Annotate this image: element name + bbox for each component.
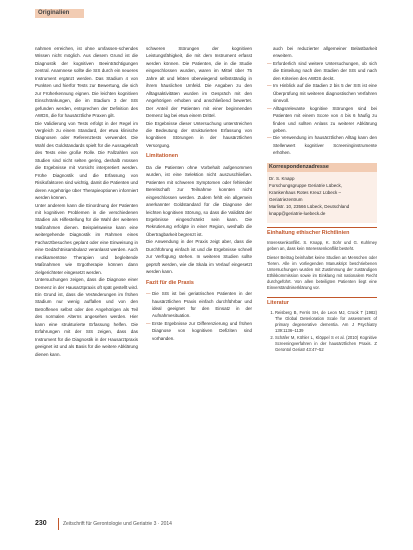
divider — [267, 297, 377, 298]
references-heading: Literatur — [267, 300, 289, 307]
correspondence-line: Marlistr. 10, 23566 Lübeck, Deutschland — [269, 203, 350, 209]
correspondence-line: Forschungsgruppe Geriatrie Lübeck, — [269, 182, 343, 188]
conflict-statement: Interessenkonflikt. S. Knapp, K. Sohr und G. Kuhlmey geben an, dass kein Interessenkonflikt besteht. — [267, 240, 377, 252]
body-paragraph: Untersuchungen zeigen, dass die Diagnose einer Demenz in der Hausarztpraxis oft spät gestellt wird. Ein Grund ist, dass die Veränderungen im frühen Stadium nur wenig auffallen und von den Betroffenen selbst oder den Angehörigen als Teil des normalen Alterns angesehen werden. Hier kann eine strukturierte Erfassung helfen. Die Erfahrungen mit der SIS zeigen, dass das Instrument für die Diagnostik in der Hausarztpraxis geeignet ist und als Basis für die weitere Abklärung dienen kann. — [35, 277, 138, 357]
list-item: — Erste Ergebnisse zur Differenzierung und frühen Diagnose von kognitiven Defiziten sind vorhanden. — [146, 320, 252, 342]
body-paragraph: Die Ergebnisse dieser Untersuchung unterstreichen die Bedeutung der strukturierten Erfassung von kognitiven Störungen in der hausärztlichen Versorgung. — [146, 120, 252, 148]
ethics-heading: Einhaltung ethischer Richtlinien — [267, 229, 350, 236]
correspondence-line: Geriatriezentrum — [269, 196, 303, 202]
body-paragraph: Unter anderem kann die Einordnung der Patienten mit kognitiven Problemen in die verschiedenen Stadien als Hilfestellung für die Wahl der weiteren Maßnahmen dienen. Beispielsweise kann eine weitergehende Diagnostik im Rahmen eines Facharztbesuches geplant oder eine Einweisung in eine Gedächtnisambulanz veranlasst werden. Auch medikamentöse Therapien und begleitende Maßnahmen wie Ergotherapie können dann zielgerichteter eingesetzt werden. — [35, 202, 138, 275]
list-item: — Erforderlich sind weitere Untersuchungen, ob sich die Einteilung nach den Stadien der SIS und nach den Kriterien des AWDS deckt. — [267, 60, 377, 82]
reference-item: 2. Schäfer M, Köhler L, Klöppel S et al. (2010) Kognitive Screeningverfahren in der hausärztlichen Praxis. Z Gerontol Geriatr 43:47–52 — [275, 335, 377, 353]
body-paragraph: Die Validierung von Tests erfolgt in der Regel im Vergleich zu einem Standard, der etwa klinische Diagnosen oder Referenztests verwendet. Die Wahl des Goldstandards spielt für die Aussagekraft des Tests eine große Rolle. Die Fallzahlen von Studien sind nicht selten gering, deshalb müssen die Ergebnisse mit Vorsicht interpretiert werden. Frühe Diagnostik und die Erfassung von Risikofaktoren sind wichtig, damit die Patienten und deren Angehörige über Therapieoptionen informiert werden können. — [35, 120, 138, 201]
references — [267, 300, 377, 352]
journal-citation: Zeitschrift für Gerontologie und Geriatrie 3 · 2014 — [63, 521, 172, 527]
correspondence-line: Dr. S. Knapp — [269, 175, 295, 181]
correspondence-body — [267, 172, 377, 223]
list-item: — Die SIS ist bei geriatrischen Patienten in der hausärztlichen Praxis einfach durchführbar und ideal geeignet für den Einsatz in der Aufnahmesituation. — [146, 290, 252, 320]
limitations-heading: Limitationen — [146, 153, 179, 160]
body-paragraph: Die Anwendung in der Praxis zeigt aber, dass die Durchführung einfach ist und die Ergebnisse schnell zur Verfügung stehen. In weiteren Studien sollte geprüft werden, wie die Skala im Verlauf eingesetzt werden kann. — [146, 239, 252, 275]
page-number: 230 — [35, 520, 47, 527]
divider — [267, 227, 377, 228]
ethics-statement: Dieser Beitrag beinhaltet keine Studien an Menschen oder Tieren. Alle im vorliegenden Manuskript beschriebenen Untersuchungen wurden mit Zustimmung der zuständigen Ethikkommission sowie im Einklang mit nationalem Recht durchgeführt. Von allen beteiligten Patienten liegt eine Einverständniserklärung vor. — [267, 255, 377, 291]
column-1 — [35, 45, 138, 358]
correspondence-line: Krankenhaus Rotes Kreuz Lübeck – — [269, 189, 342, 195]
footer-divider — [58, 518, 59, 530]
correspondence-email[interactable]: knapp@geriatrie-luebeck.de — [269, 210, 326, 216]
body-paragraph: nahmen erreichen, ist ohne umfassen-schendes Wissen nicht möglich. Aus diesem Grund ist die Diagnostik der kognitiven Beeinträchtigungen zentral. Anamnese sollte die SIS durch ein neueres Instrument ergänzt werden. Das Stadium 4 von Punkten und hierfür Tests zur Bewertung, die sich zur Früherkennung eignen. Die leichten kognitiven Einschränkungen, die im Stadium 3 der SIS gefunden werden, entsprechen der Definition des AWDS, die für hausärztliche Praxen gilt. — [35, 46, 138, 119]
reference-item: 1. Reisberg B, Ferris SH, de Leon MJ, Crook T (1982) The Global Deterioration Scale for assessment of primary degenerative dementia. Am J Psychiatry 139:1136–1139 — [275, 310, 377, 334]
list-item: — Alltagsrelevante kognitive Störungen sind bei Patienten mit einem Score von 4 bis 6 häufig zu finden und sollten Anlass zu weiterer Abklärung geben. — [267, 105, 377, 135]
correspondence-box — [267, 163, 377, 223]
section-tag: Originalien — [35, 9, 84, 18]
column-3 — [267, 45, 377, 354]
body-paragraph: Da die Patienten ohne Vorbehalt aufgenommen wurden, ist eine Selektion nicht auszuschließen. Patienten mit schweren Symptomen oder fehlender Bereitschaft zur Teilnahme konnten nicht eingeschlossen werden. Zudem fehlt ein allgemein anerkannter Goldstandard für die Diagnose der leichten kognitiven Störung, so dass die Validität der Ergebnisse eingeschränkt sein kann. Die Rekrutierung erfolgte in einer Region, weshalb die Übertragbarkeit begrenzt ist. — [146, 164, 252, 237]
fazit-list — [146, 290, 252, 342]
body-paragraph: schweren Störungen der kognitiven Leistungsfähigkeit, die mit dem Instrument erfasst werden können. Die Patienten, die in die Studie eingeschlossen wurden, waren im Mittel über 75 Jahre alt und lebten überwiegend selbstständig in ihrem häuslichen Umfeld. Die Angaben zu den Alltagsaktivitäten wurden im Gespräch mit den Angehörigen erhoben und anschließend bewertet. Der Anteil der Patienten mit einer beginnenden Demenz lag bei etwa einem Drittel. — [146, 46, 252, 119]
list-item: — Im Hinblick auf die Stadien 2 bis 5 der SIS ist eine Überprüfung mit weiteren diagnostischen Verfahren sinnvoll. — [267, 82, 377, 104]
list-item: — Die Verwendung im hausärztlichen Alltag kann den Stellenwert kognitiver Screeninginstrumente erhöhen. — [267, 134, 377, 156]
reference-list — [267, 310, 377, 353]
fazit-heading: Fazit für die Praxis — [146, 279, 194, 286]
correspondence-title: Korrespondenzadresse — [267, 163, 377, 172]
column-2 — [146, 45, 252, 342]
summary-list — [267, 60, 377, 157]
body-paragraph: auch bei reduzierter allgemeiner Belastbarkeit erweitern. — [273, 46, 377, 59]
